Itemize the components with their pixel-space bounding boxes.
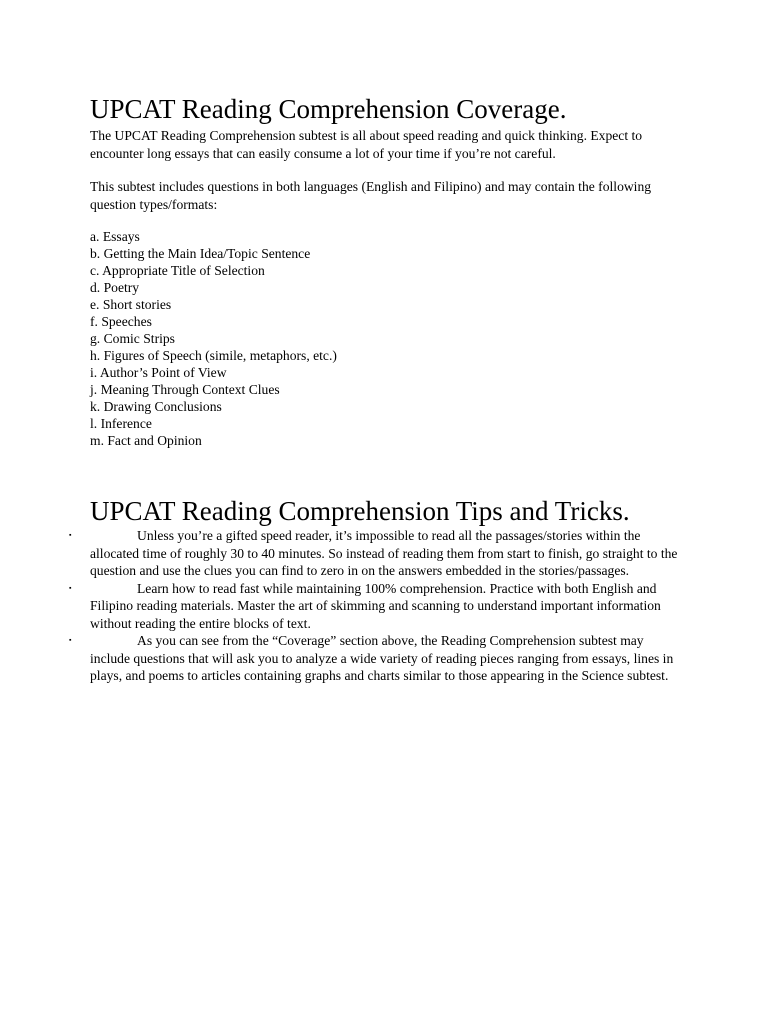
- tip-text: Learn how to read fast while maintaining 100% comprehension. Practice with both English and Filipino reading materials. Master the art of skimming and scanning to understand important information without reading the entire blocks of text.: [90, 580, 661, 631]
- bullet-icon: ▪: [69, 636, 72, 644]
- list-item: e. Short stories: [90, 297, 172, 312]
- list-item: d. Poetry: [90, 280, 140, 295]
- coverage-intro: The UPCAT Reading Comprehension subtest is all about speed reading and quick thinking. Expect to encounter long essays that can easily consume a lot of your time if you’re not careful.: [90, 128, 643, 161]
- list-item: [69, 527, 680, 580]
- list-item: j. Meaning Through Context Clues: [90, 382, 280, 397]
- question-types-list: [90, 228, 680, 449]
- tips-heading: UPCAT Reading Comprehension Tips and Tricks.: [90, 496, 630, 526]
- tips-list: [69, 527, 680, 685]
- list-item: b. Getting the Main Idea/Topic Sentence: [90, 246, 311, 261]
- coverage-section: [90, 94, 680, 449]
- list-item: m. Fact and Opinion: [90, 433, 202, 448]
- list-item: a. Essays: [90, 229, 140, 244]
- list-item: f. Speeches: [90, 314, 152, 329]
- list-item: [69, 580, 680, 633]
- list-item: [69, 632, 680, 685]
- tip-text: As you can see from the “Coverage” section above, the Reading Comprehension subtest may include questions that will ask you to analyze a wide variety of reading pieces ranging from essays, lines in plays, and poems to articles containing graphs and charts similar to those appearing in the Science subtest.: [90, 633, 674, 683]
- tips-section: [69, 496, 680, 685]
- list-item: g. Comic Strips: [90, 331, 175, 346]
- bullet-icon: ▪: [69, 531, 72, 539]
- list-item: c. Appropriate Title of Selection: [90, 263, 265, 278]
- list-item: l. Inference: [90, 416, 152, 431]
- list-item: i. Author’s Point of View: [90, 365, 227, 380]
- bullet-icon: ▪: [69, 583, 72, 592]
- coverage-languages: This subtest includes questions in both languages (English and Filipino) and may contain the following question types/formats:: [90, 179, 652, 212]
- tip-text: Unless you’re a gifted speed reader, it’s impossible to read all the passages/stories within the allocated time of roughly 30 to 40 minutes. So instead of reading them from start to finish, go straight to the question and use the clues you can find to zero in on the answers embedded in the stories/passages.: [90, 528, 678, 578]
- list-item: h. Figures of Speech (simile, metaphors, etc.): [90, 348, 337, 363]
- coverage-heading: UPCAT Reading Comprehension Coverage.: [90, 94, 567, 124]
- list-item: k. Drawing Conclusions: [90, 399, 222, 414]
